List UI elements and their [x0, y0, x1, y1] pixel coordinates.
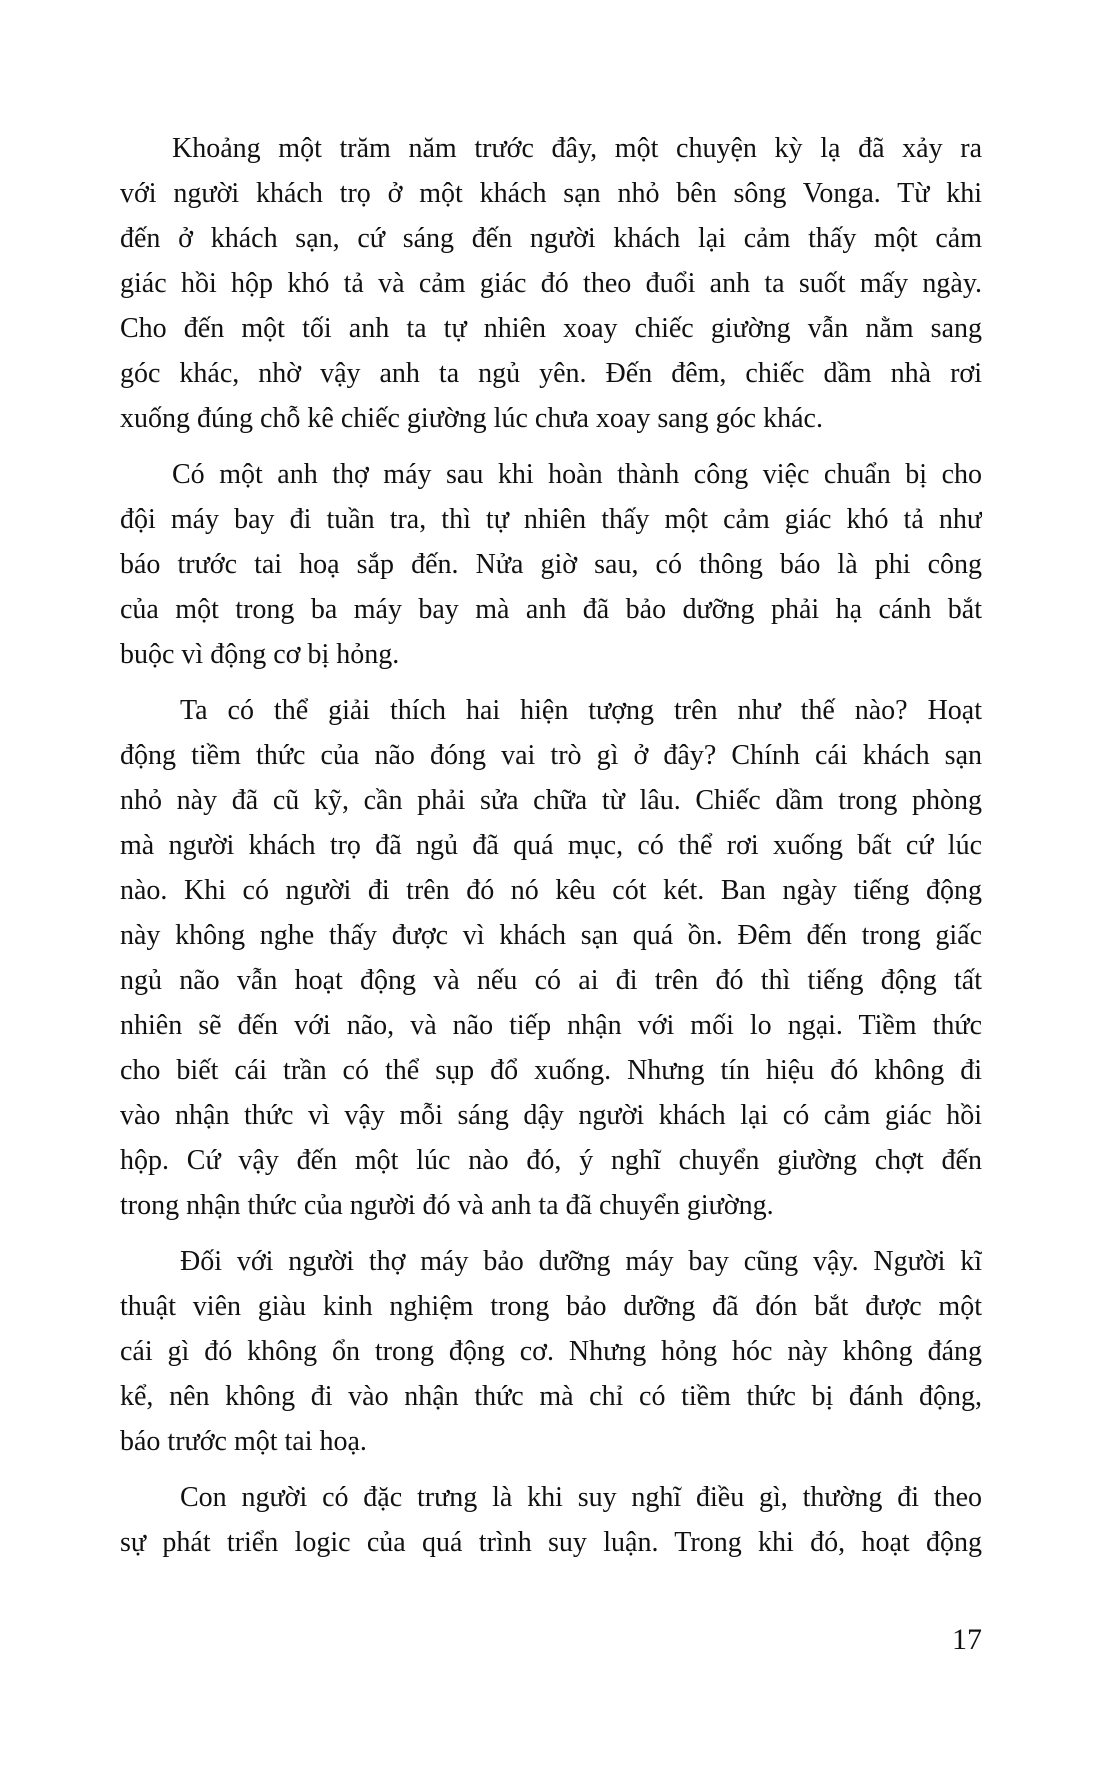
text-line: nhiên sẽ đến với não, và não tiếp nhận với mối lo ngại. Tiềm thức	[120, 1010, 982, 1041]
text-line: cho biết cái trần có thể sụp đổ xuống. Nhưng tín hiệu đó không đi	[120, 1055, 982, 1086]
paragraph-4	[120, 1239, 982, 1464]
text-line: Con người có đặc trưng là khi suy nghĩ điều gì, thường đi theo	[180, 1482, 982, 1513]
text-line: Cho đến một tối anh ta tự nhiên xoay chiếc giường vẫn nằm sang	[120, 313, 982, 344]
text-line: ngủ não vẫn hoạt động và nếu có ai đi trên đó thì tiếng động tất	[120, 965, 982, 996]
text-line: Khoảng một trăm năm trước đây, một chuyện kỳ lạ đã xảy ra	[172, 133, 982, 164]
text-line: đội máy bay đi tuần tra, thì tự nhiên thấy một cảm giác khó tả như	[120, 504, 982, 535]
text-line: trong nhận thức của người đó và anh ta đã chuyển giường.	[120, 1190, 774, 1221]
page-number: 17	[952, 1623, 982, 1656]
text-line: nào. Khi có người đi trên đó nó kêu cót két. Ban ngày tiếng động	[120, 875, 982, 906]
body-text	[120, 126, 982, 1576]
text-line: xuống đúng chỗ kê chiếc giường lúc chưa xoay sang góc khác.	[120, 403, 823, 434]
text-line: kể, nên không đi vào nhận thức mà chỉ có tiềm thức bị đánh động,	[120, 1381, 982, 1412]
text-line: Có một anh thợ máy sau khi hoàn thành công việc chuẩn bị cho	[172, 459, 982, 490]
text-line: này không nghe thấy được vì khách sạn quá ồn. Đêm đến trong giấc	[120, 920, 982, 951]
text-line: báo trước một tai hoạ.	[120, 1426, 367, 1457]
text-line: góc khác, nhờ vậy anh ta ngủ yên. Đến đêm, chiếc dầm nhà rơi	[120, 358, 982, 389]
text-line: buộc vì động cơ bị hỏng.	[120, 639, 400, 670]
text-line: vào nhận thức vì vậy mỗi sáng dậy người khách lại có cảm giác hồi	[120, 1100, 982, 1131]
paragraph-3	[120, 688, 982, 1228]
text-line: với người khách trọ ở một khách sạn nhỏ bên sông Vonga. Từ khi	[120, 178, 982, 209]
paragraph-2	[120, 452, 982, 677]
text-line: báo trước tai hoạ sắp đến. Nửa giờ sau, có thông báo là phi công	[120, 549, 982, 580]
text-line: mà người khách trọ đã ngủ đã quá mục, có thể rơi xuống bất cứ lúc	[120, 830, 982, 861]
text-line: của một trong ba máy bay mà anh đã bảo dưỡng phải hạ cánh bắt	[120, 594, 982, 625]
text-line: động tiềm thức của não đóng vai trò gì ở đây? Chính cái khách sạn	[120, 740, 982, 771]
text-line: thuật viên giàu kinh nghiệm trong bảo dưỡng đã đón bắt được một	[120, 1291, 982, 1322]
paragraph-5	[120, 1475, 982, 1565]
text-line: cái gì đó không ổn trong động cơ. Nhưng hỏng hóc này không đáng	[120, 1336, 982, 1367]
text-line: Đối với người thợ máy bảo dưỡng máy bay cũng vậy. Người kĩ	[180, 1246, 982, 1277]
text-line: đến ở khách sạn, cứ sáng đến người khách lại cảm thấy một cảm	[120, 223, 982, 254]
text-line: Ta có thể giải thích hai hiện tượng trên như thế nào? Hoạt	[180, 695, 982, 726]
paragraph-1	[120, 126, 982, 441]
text-line: nhỏ này đã cũ kỹ, cần phải sửa chữa từ lâu. Chiếc dầm trong phòng	[120, 785, 982, 816]
text-line: giác hồi hộp khó tả và cảm giác đó theo đuổi anh ta suốt mấy ngày.	[120, 268, 982, 299]
text-line: hộp. Cứ vậy đến một lúc nào đó, ý nghĩ chuyển giường chợt đến	[120, 1145, 982, 1176]
text-line: sự phát triển logic của quá trình suy luận. Trong khi đó, hoạt động	[120, 1527, 982, 1558]
